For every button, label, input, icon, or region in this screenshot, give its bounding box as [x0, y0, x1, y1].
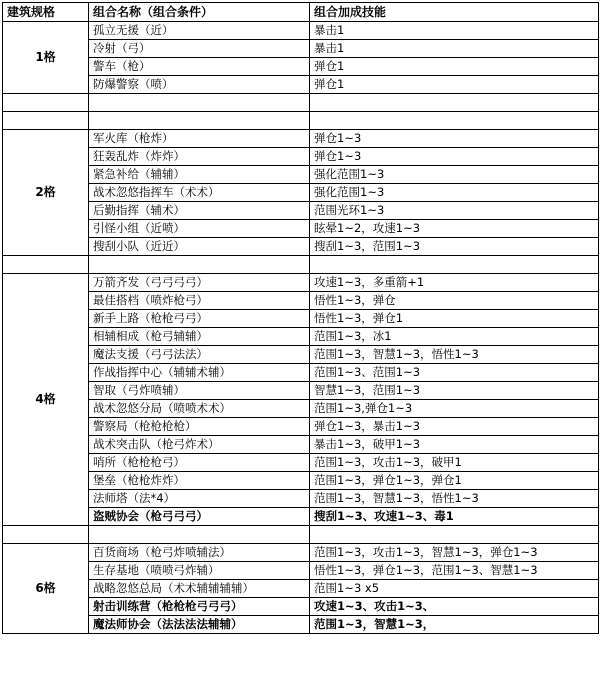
table-row — [3, 40, 599, 58]
header-skill: 组合加成技能 — [310, 3, 599, 22]
skill-cell: 范围1~3，智慧1~3， — [310, 616, 599, 634]
skill-cell: 暴击1 — [310, 22, 599, 40]
table-row — [3, 598, 599, 616]
skill-cell: 智慧1~3，范围1~3 — [310, 382, 599, 400]
skill-cell: 范围1~3，冰1 — [310, 328, 599, 346]
combo-name-cell: 万箭齐发（弓弓弓弓） — [89, 274, 310, 292]
table-row — [3, 148, 599, 166]
table-row — [3, 580, 599, 598]
skill-cell: 弹仓1~3 — [310, 148, 599, 166]
empty-cell — [3, 112, 89, 130]
skill-cell: 范围光环1~3 — [310, 202, 599, 220]
empty-cell — [310, 256, 599, 274]
table-row — [3, 310, 599, 328]
combo-name-cell: 紧急补给（辅辅） — [89, 166, 310, 184]
combo-name-cell: 后勤指挥（辅术） — [89, 202, 310, 220]
combo-name-cell: 防爆警察（喷） — [89, 76, 310, 94]
combo-table — [2, 2, 599, 634]
combo-name-cell: 哨所（枪枪枪弓） — [89, 454, 310, 472]
table-row — [3, 274, 599, 292]
size-cell: 6格 — [3, 544, 89, 634]
combo-name-cell: 警察局（枪枪枪枪） — [89, 418, 310, 436]
combo-name-cell: 狂轰乱炸（炸炸） — [89, 148, 310, 166]
combo-name-cell: 相辅相成（枪弓辅辅） — [89, 328, 310, 346]
table-row — [3, 130, 599, 148]
table-row — [3, 508, 599, 526]
skill-cell: 范围1~3，智慧1~3，悟性1~3 — [310, 490, 599, 508]
table-row — [3, 76, 599, 94]
skill-cell: 暴击1~3，破甲1~3 — [310, 436, 599, 454]
spacer-row — [3, 94, 599, 112]
combo-name-cell: 军火库（枪炸） — [89, 130, 310, 148]
size-cell: 2格 — [3, 130, 89, 256]
skill-cell: 范围1~3、范围1~3 — [310, 364, 599, 382]
skill-cell: 弹仓1 — [310, 58, 599, 76]
size-cell: 1格 — [3, 22, 89, 94]
table-row — [3, 616, 599, 634]
combo-name-cell: 新手上路（枪枪弓弓） — [89, 310, 310, 328]
skill-cell: 搜刮1~3，范围1~3 — [310, 238, 599, 256]
table-row — [3, 184, 599, 202]
skill-cell: 弹仓1~3，暴击1~3 — [310, 418, 599, 436]
empty-cell — [89, 112, 310, 130]
skill-cell: 搜刮1~3、攻速1~3、毒1 — [310, 508, 599, 526]
empty-cell — [310, 526, 599, 544]
skill-cell: 范围1~3 x5 — [310, 580, 599, 598]
table-row — [3, 544, 599, 562]
skill-cell: 范围1~3，攻击1~3，破甲1 — [310, 454, 599, 472]
skill-cell: 范围1~3，攻击1~3，智慧1~3，弹仓1~3 — [310, 544, 599, 562]
table-row — [3, 220, 599, 238]
skill-cell: 范围1~3，弹仓1~3，弹仓1 — [310, 472, 599, 490]
combo-name-cell: 警车（枪） — [89, 58, 310, 76]
skill-cell: 悟性1~3，弹仓1 — [310, 310, 599, 328]
combo-name-cell: 作战指挥中心（辅辅术辅） — [89, 364, 310, 382]
empty-cell — [89, 94, 310, 112]
skill-cell: 范围1~3，智慧1~3，悟性1~3 — [310, 346, 599, 364]
table-row — [3, 472, 599, 490]
skill-cell: 悟性1~3，弹仓 — [310, 292, 599, 310]
empty-cell — [310, 112, 599, 130]
spacer-row — [3, 526, 599, 544]
table-row — [3, 202, 599, 220]
combo-name-cell: 百货商场（枪弓炸喷辅法） — [89, 544, 310, 562]
table-row — [3, 454, 599, 472]
skill-cell: 眩晕1~2，攻速1~3 — [310, 220, 599, 238]
table-row — [3, 166, 599, 184]
skill-cell: 攻速1~3，多重箭+1 — [310, 274, 599, 292]
table-row — [3, 562, 599, 580]
combo-name-cell: 战略忽悠总局（术术辅辅辅辅） — [89, 580, 310, 598]
skill-cell: 范围1~3,弹仓1~3 — [310, 400, 599, 418]
empty-cell — [3, 526, 89, 544]
spacer-row — [3, 112, 599, 130]
header-size: 建筑规格 — [3, 3, 89, 22]
skill-cell: 强化范围1~3 — [310, 166, 599, 184]
combo-name-cell: 战术忽悠分局（喷喷术术） — [89, 400, 310, 418]
combo-name-cell: 堡垒（枪枪炸炸） — [89, 472, 310, 490]
table-row — [3, 22, 599, 40]
table-row — [3, 292, 599, 310]
combo-name-cell: 魔法师协会（法法法法辅辅） — [89, 616, 310, 634]
combo-name-cell: 孤立无援（近） — [89, 22, 310, 40]
table-row — [3, 328, 599, 346]
skill-cell: 弹仓1~3 — [310, 130, 599, 148]
table-row — [3, 490, 599, 508]
empty-cell — [3, 94, 89, 112]
table-row — [3, 436, 599, 454]
combo-name-cell: 冷射（弓） — [89, 40, 310, 58]
empty-cell — [89, 526, 310, 544]
table-row — [3, 238, 599, 256]
table-row — [3, 346, 599, 364]
table-row — [3, 382, 599, 400]
skill-cell: 弹仓1 — [310, 76, 599, 94]
combo-name-cell: 战术突击队（枪弓炸术） — [89, 436, 310, 454]
empty-cell — [3, 256, 89, 274]
empty-cell — [310, 94, 599, 112]
combo-name-cell: 搜刮小队（近近） — [89, 238, 310, 256]
combo-name-cell: 引怪小组（近喷） — [89, 220, 310, 238]
table-row — [3, 400, 599, 418]
combo-name-cell: 最佳搭档（喷炸枪弓） — [89, 292, 310, 310]
skill-cell: 攻速1~3、攻击1~3、 — [310, 598, 599, 616]
combo-name-cell: 法师塔（法*4） — [89, 490, 310, 508]
combo-name-cell: 魔法支援（弓弓法法） — [89, 346, 310, 364]
skill-cell: 强化范围1~3 — [310, 184, 599, 202]
skill-cell: 暴击1 — [310, 40, 599, 58]
table-row — [3, 418, 599, 436]
table-body — [3, 22, 599, 634]
header-combo-name: 组合名称（组合条件） — [89, 3, 310, 22]
size-cell: 4格 — [3, 274, 89, 526]
table-row — [3, 58, 599, 76]
combo-name-cell: 生存基地（喷喷弓炸辅） — [89, 562, 310, 580]
skill-cell: 悟性1~3，弹仓1~3，范围1~3、智慧1~3 — [310, 562, 599, 580]
combo-name-cell: 射击训练营（枪枪枪弓弓弓） — [89, 598, 310, 616]
spacer-row — [3, 256, 599, 274]
combo-name-cell: 战术忽悠指挥车（术术） — [89, 184, 310, 202]
combo-name-cell: 盗贼协会（枪弓弓弓） — [89, 508, 310, 526]
header-row — [3, 3, 599, 22]
empty-cell — [89, 256, 310, 274]
combo-name-cell: 智取（弓炸喷辅） — [89, 382, 310, 400]
table-row — [3, 364, 599, 382]
